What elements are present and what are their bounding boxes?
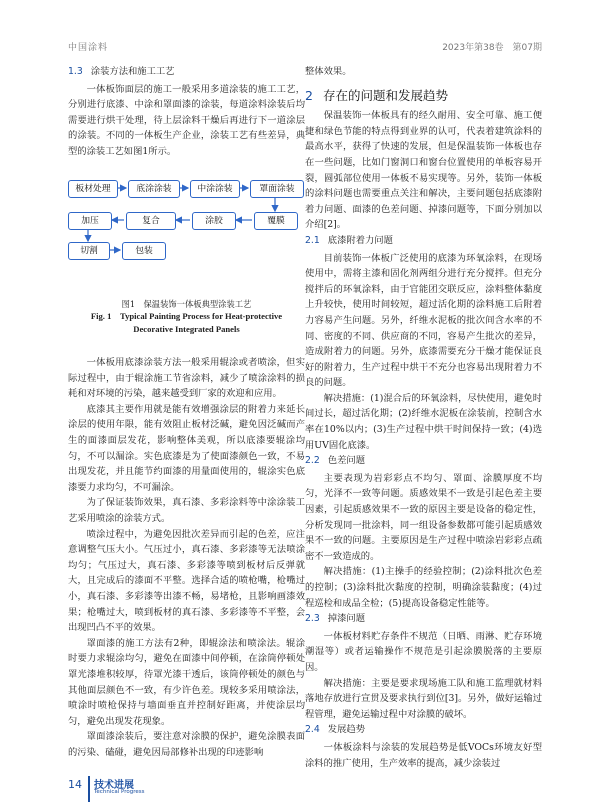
paragraph: 为了保证装饰效果，真石漆、多彩涂料等中涂涂装工艺采用喷涂的涂装方式。 <box>68 497 305 524</box>
section-heading-2-1 <box>305 233 542 249</box>
node-topcoat: 罩面涂装 <box>250 180 304 198</box>
paragraph: 解决措施：(1)混合后的环氧涂料，尽快使用，避免时间过长，超过活化期；(2)纤维水泥板在涂装前，控制含水率在10%以内；(3)生产过程中烘干时间保持一致；(4)选用UV固化底漆。 <box>305 392 542 451</box>
section-heading-1-3 <box>68 64 305 80</box>
caption-chinese: 图1 保温装饰一体板典型涂装工艺 <box>121 298 252 309</box>
node-film-covering: 覆膜 <box>254 212 298 230</box>
node-packaging: 包装 <box>122 242 166 260</box>
paragraph: 解决措施：(1)主操手的经验控制；(2)涂料批次色差的控制；(3)涂料批次黏度的控制，明确涂装黏度；(4)过程巡检和成品全检；(5)提高设备稳定性能等。 <box>305 566 542 609</box>
section-number: 2.1 <box>305 234 320 246</box>
section-title: 存在的问题和发展趋势 <box>322 87 448 103</box>
section-heading-2-3 <box>305 611 542 627</box>
section-heading-2-2 <box>305 453 542 469</box>
paragraph: 主要表现为岩彩彩点不均匀、罩面、涂膜厚度不均匀，光泽不一致等问题。质感效果不一致是引起色差主要因素，引起质感效果不一致的原因主要是设备的稳定性，分析发现同一批涂料，同一组设备参数都可能引起质感效果不一致的问题。主要原因是生产过程中喷涂岩彩彩点疏密不一致造成的。 <box>305 472 542 562</box>
node-compounding: 复合 <box>126 212 176 230</box>
left-column <box>68 64 305 761</box>
section-number: 2.4 <box>305 724 320 736</box>
section-title: 色差问题 <box>327 455 365 467</box>
section-number: 2 <box>305 87 313 103</box>
paragraph: 一体板用底漆涂装方法一般采用辊涂或者喷涂，但实际过程中，由于辊涂施工节省涂料，减少了喷涂涂料的损耗和对环境的污染，越来越受到厂家的欢迎和应用。 <box>68 357 305 400</box>
paragraph: 一体板涂料与涂装的发展趋势是低VOCs环境友好型涂料的推广使用，生产效率的提高，减少涂装过 <box>305 741 542 769</box>
node-cutting: 切割 <box>68 242 110 260</box>
process-flow-diagram <box>68 178 305 290</box>
node-gluing: 涂胶 <box>192 212 236 230</box>
right-column <box>305 64 542 771</box>
node-primer-coating: 底涂涂装 <box>128 180 180 198</box>
node-pressing: 加压 <box>68 212 112 230</box>
section-title: 底漆附着力问题 <box>327 234 393 246</box>
journal-name: 中国涂料 <box>68 43 109 53</box>
paragraph: 一体板材料贮存条件不规范（日晒、雨淋、贮存环境潮湿等）或者运输操作不规范是引起涂膜脱落的主要原因。 <box>305 630 542 673</box>
section-heading-2-4 <box>305 722 542 738</box>
page-number: 14 <box>68 778 82 791</box>
node-sheet-treatment: 板材处理 <box>68 180 118 198</box>
paragraph: 罩面漆涂装后，要注意对涂膜的保护，避免涂膜表面的污染、磕碰，避免因局部修补出现的印迹影响 <box>68 731 305 758</box>
node-intermediate-coating: 中涂涂装 <box>190 180 240 198</box>
running-header <box>68 40 542 54</box>
section-title: 涂装方法和施工工艺 <box>90 66 175 77</box>
section-title: 掉漆问题 <box>327 613 365 625</box>
paragraph: 整体效果。 <box>305 66 352 77</box>
section-number: 2.3 <box>305 613 320 625</box>
section-number: 2.2 <box>305 455 320 467</box>
paragraph: 目前装饰一体板广泛使用的底漆为环氧涂料，在现场使用中，需将主漆和固化剂两组分进行充分搅拌。但充分搅拌后的环氧涂料，由于官能团交联反应，涂料整体黏度上升较快，使用时间较短，超过活化期的涂料施工后附着力容易产生问题。另外，纤维水泥板的批次间含水率的不同、密度的不同、供应商的不同，容易产生批次的差异，造成附着力的问题。另外，底漆需要充分干燥才能保证良好的附着力，生产过程中烘干不充分也容易出现附着力不良的问题。 <box>305 252 542 389</box>
footer-section-en: Technical Progress <box>94 789 145 795</box>
caption-english-line1: Fig. 1 Typical Painting Process for Heat-protective <box>90 311 283 322</box>
section-heading-2 <box>305 88 542 104</box>
footer-divider <box>88 776 90 802</box>
paragraph: 一体板饰面层的施工一般采用多道涂装的施工工艺，分别进行底漆、中涂和罩面漆的涂装，每道涂料涂装后均需要进行烘干处理，待上层涂料干燥后再进行下一道涂层的涂装。不同的一体板生产企业，涂装工艺有些差异，典型的涂装工艺如图1所示。 <box>68 83 305 157</box>
paragraph: 保温装饰一体板具有的经久耐用、安全可靠、施工便捷和绿色节能的特点得到业界的认可，代表着建筑涂料的最高水平，获得了快速的发展，但是保温装饰一体板也存在一些问题，比如门窗洞口和窗台位置使用的单板容易开裂，圆弧部位使用一体板不易实现等。另外，装饰一体板的涂料问题也需要重点关注和解决，主要问题包括底漆附着力问题、面漆的色差问题、掉漆问题等，下面分别加以介绍[2]。 <box>305 110 542 231</box>
paragraph: 罩面漆的施工方法有2种，即辊涂法和喷涂法。辊涂时要力求辊涂均匀，避免在面漆中间停顿，在涂筒停顿处罩光漆堆积较厚，待罩光漆干透后，该筒停顿处的颜色与其他面层颜色不一致，有少许色差。现较多采用喷涂法，喷涂时喷枪保持与墙面垂直并控制好距离，并使涂层均匀，避免出现发花现象。 <box>68 637 305 727</box>
footer-section-cn: 技术进展 <box>94 780 134 791</box>
paragraph: 底漆其主要作用就是能有效增强涂层的附着力来延长涂层的使用年限，能有效阻止板材泛碱，避免因泛碱而产生的面漆面层发花，影响整体美观，所以底漆要辊涂均匀，不可以漏涂。实色底漆是为了使面漆颜色一致，不易出现发花，并且能节约面漆的用量面使用的，辊涂实色底漆要力求均匀，不可漏涂。 <box>68 403 305 493</box>
paragraph: 解决措施：主要是要求现场施工队和施工监理就材料落地存放进行宣贯及要求执行到位[3]。另外，做好运输过程管理，避免运输过程中对涂膜的破坏。 <box>305 677 542 720</box>
issue-info: 2023年第38卷 第07期 <box>442 43 542 53</box>
section-number: 1.3 <box>68 66 83 77</box>
section-title: 发展趋势 <box>327 724 365 736</box>
figure-caption <box>68 298 305 336</box>
paragraph: 喷涂过程中，为避免因批次差异而引起的色差，应注意调整气压大小。气压过小，真石漆、多彩漆等无法喷涂均匀；气压过大，真石漆、多彩漆等喷到板材后反弹就大，且完成后的漆面不平整。选择合适的喷枪嘴，枪嘴过小，真石漆、多彩漆等出漆不畅，易堵枪，且影响画漆效果；枪嘴过大，喷到板材的真石漆、多彩漆等不平整，会出现凹凸不平的效果。 <box>68 528 305 634</box>
caption-english-line2: Decorative Integrated Panels <box>133 323 240 334</box>
